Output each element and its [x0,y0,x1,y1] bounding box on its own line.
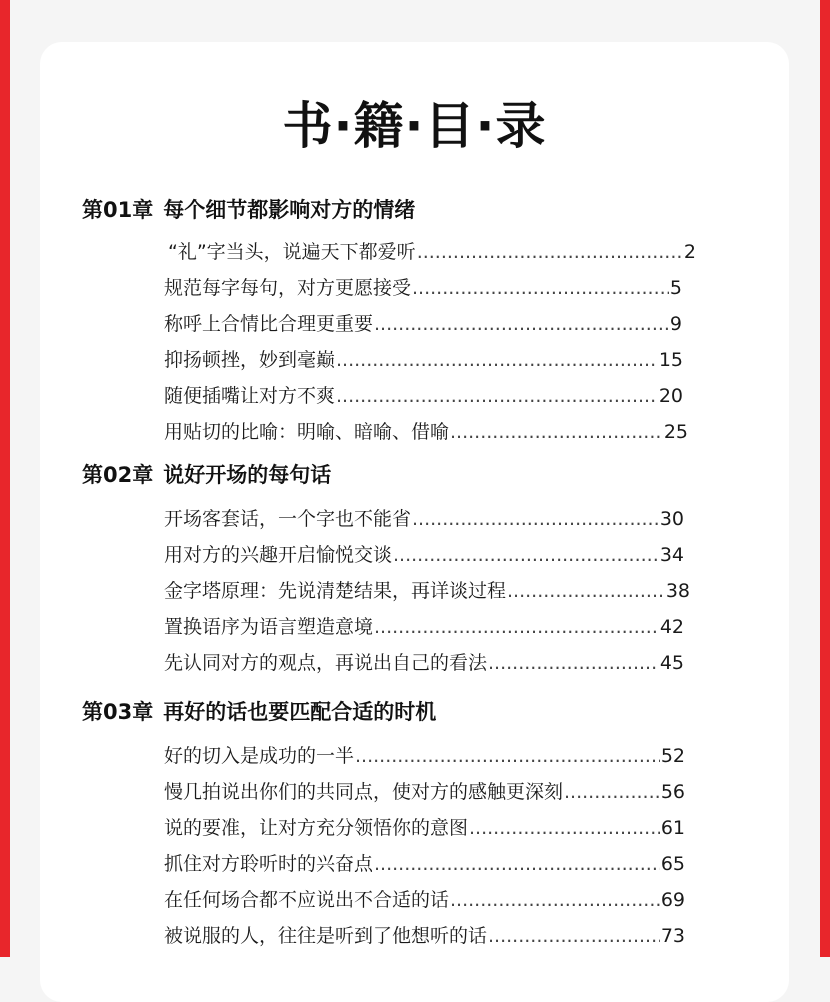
entry-page: 34 [659,544,684,566]
entry-label: 说的要准，让对方充分领悟你的意图 [164,817,469,839]
dot-leader [374,853,660,875]
entry-label: 抓住对方聆听时的兴奋点 [164,853,374,875]
chapter-heading [82,696,436,726]
dot-leader [336,349,658,371]
entry-label: 规范每字每句，对方更愿接受 [164,277,412,299]
dot-leader [412,277,669,299]
dot-leader [488,652,659,674]
dot-leader [393,544,659,566]
entry-label: 称呼上合情比合理更重要 [164,313,374,335]
entry-label: 抑扬顿挫，妙到毫巅 [164,349,336,371]
entry-label: 用对方的兴趣开启愉悦交谈 [164,544,393,566]
entry-page: 52 [660,745,685,767]
page-title: 书·籍·目·录 [282,97,547,155]
toc-entry[interactable] [164,741,685,768]
dot-leader [374,313,669,335]
chapter-heading [82,459,331,489]
entry-page: 69 [660,889,685,911]
entry-page: 15 [658,349,683,371]
dot-leader [412,508,659,530]
entry-label: 用贴切的比喻：明喻、暗喻、借喻 [164,421,450,443]
entry-page: 42 [659,616,684,638]
entry-label: 开场客套话，一个字也不能省 [164,508,412,530]
right-red-border [820,0,830,957]
entry-page: 73 [660,925,685,947]
entry-page: 45 [659,652,684,674]
entry-page: 5 [669,277,682,299]
chapter-number: 第02章 [82,463,154,487]
entry-label: 在任何场合都不应说出不合适的话 [164,889,450,911]
toc-entry[interactable] [164,345,683,372]
entry-page: 25 [663,421,688,443]
toc-entry[interactable] [164,576,690,603]
toc-entry[interactable] [164,648,684,675]
dot-leader [450,889,660,911]
toc-card [40,42,789,1002]
dot-leader [417,241,683,263]
toc-entry[interactable] [164,885,685,912]
entry-page: 56 [660,781,685,803]
chapter-title: 每个细节都影响对方的情绪 [163,198,416,222]
entry-page: 65 [660,853,685,875]
entry-page: 61 [660,817,685,839]
dot-leader [507,580,665,602]
entry-page: 38 [665,580,690,602]
chapter-number: 第03章 [82,700,154,724]
dot-leader [564,781,660,803]
dot-leader [469,817,660,839]
chapter-title: 说好开场的每句话 [163,463,332,487]
left-red-border [0,0,10,957]
dot-leader [488,925,660,947]
chapter-heading [82,194,415,224]
dot-leader [374,616,659,638]
toc-entry[interactable] [164,612,684,639]
toc-entry[interactable] [164,273,682,300]
toc-entry[interactable] [164,849,685,876]
dot-leader [336,385,658,407]
entry-page: 20 [658,385,683,407]
toc-entry[interactable] [164,813,685,840]
chapter-number: 第01章 [82,198,154,222]
toc-entry[interactable] [164,540,684,567]
toc-entry[interactable] [164,921,685,948]
dot-leader [450,421,663,443]
entry-label: 置换语序为语言塑造意境 [164,616,374,638]
entry-label: “礼”字当头，说遍天下都爱听 [168,241,416,263]
entry-page: 30 [659,508,684,530]
toc-entry[interactable] [164,417,688,444]
chapter-title: 再好的话也要匹配合适的时机 [163,700,437,724]
entry-label: 好的切入是成功的一半 [164,745,355,767]
entry-page: 2 [683,241,696,263]
entry-label: 慢几拍说出你们的共同点，使对方的感触更深刻 [164,781,564,803]
toc-entry[interactable] [168,237,696,264]
toc-entry[interactable] [164,309,682,336]
dot-leader [355,745,660,767]
entry-label: 金字塔原理：先说清楚结果，再详谈过程 [164,580,507,602]
toc-entry[interactable] [164,504,684,531]
entry-label: 被说服的人，往往是听到了他想听的话 [164,925,488,947]
entry-label: 先认同对方的观点，再说出自己的看法 [164,652,488,674]
toc-entry[interactable] [164,777,685,804]
entry-label: 随便插嘴让对方不爽 [164,385,336,407]
entry-page: 9 [669,313,682,335]
toc-entry[interactable] [164,381,683,408]
